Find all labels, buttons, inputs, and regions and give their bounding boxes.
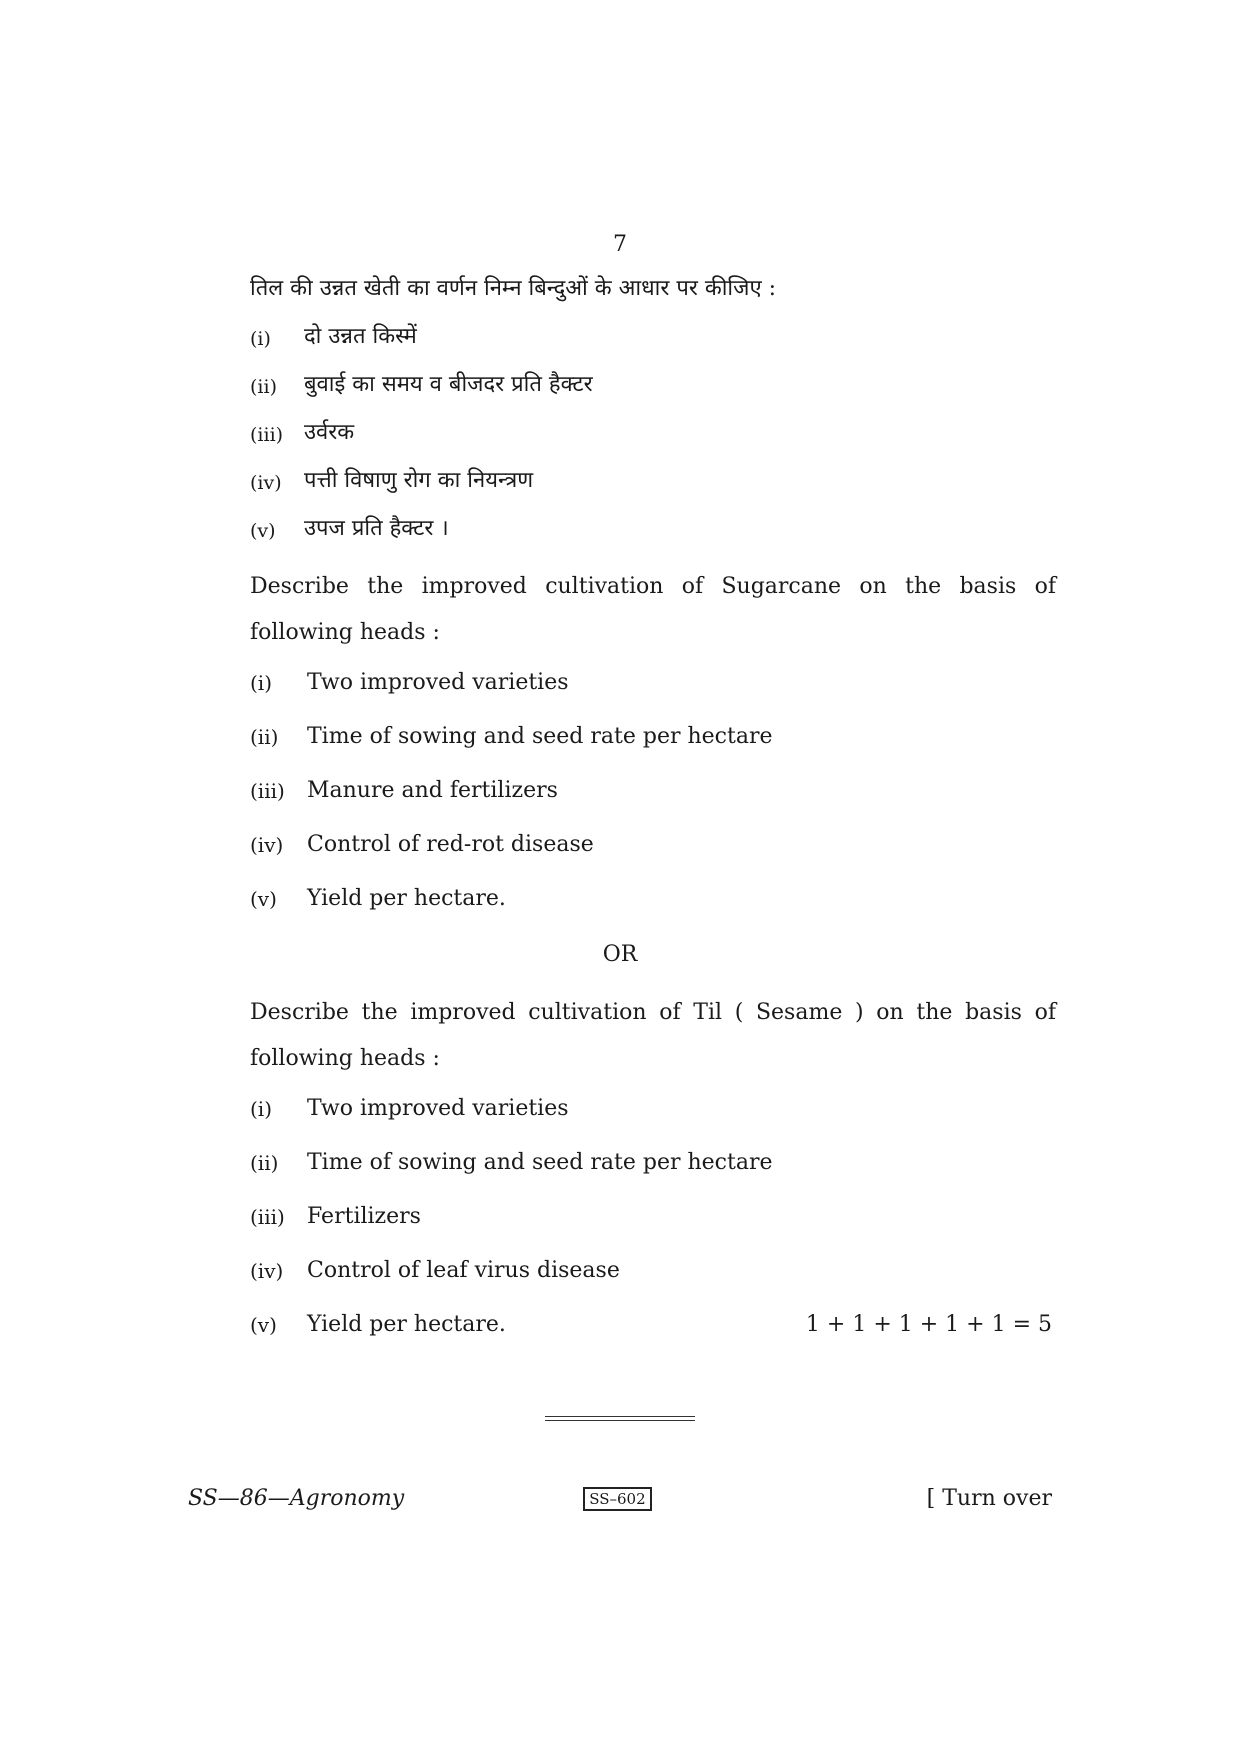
- item-number: (i): [250, 671, 273, 695]
- list-item: [250, 370, 1070, 418]
- item-number: (i): [250, 328, 271, 350]
- paper-code: SS—86—Agronomy: [188, 1486, 405, 1511]
- til-list: [250, 1094, 1056, 1364]
- end-rule: [545, 1416, 695, 1421]
- item-text: Control of leaf virus disease: [307, 1258, 620, 1283]
- item-text: Time of sowing and seed rate per hectare: [307, 1150, 773, 1175]
- item-text: Fertilizers: [307, 1204, 421, 1229]
- sugarcane-list: [250, 668, 1056, 938]
- item-number: (v): [250, 887, 277, 911]
- list-item: [250, 722, 1056, 776]
- list-item: [250, 1202, 1056, 1256]
- sugarcane-question-intro: Describe the improved cultivation of Sugarcane on the basis of following heads :: [250, 574, 1056, 645]
- item-text: Control of red-rot disease: [307, 832, 594, 857]
- item-number: (ii): [250, 376, 277, 398]
- item-text: दो उन्नत किस्में: [304, 324, 417, 349]
- or-separator: OR: [602, 942, 638, 967]
- til-question-intro: Describe the improved cultivation of Til ( Sesame ) on the basis of following heads :: [250, 1000, 1056, 1071]
- item-text: Yield per hectare.: [307, 1312, 506, 1337]
- list-item: [250, 668, 1056, 722]
- item-number: (i): [250, 1097, 273, 1121]
- list-item: [250, 1148, 1056, 1202]
- item-number: (v): [250, 520, 276, 542]
- hindi-question-intro: तिल की उन्नत खेती का वर्णन निम्न बिन्दुओं के आधार पर कीजिए :: [250, 276, 777, 301]
- booklet-code-box: SS–602: [583, 1487, 651, 1511]
- item-text: उर्वरक: [304, 420, 355, 445]
- item-number: (iii): [250, 1205, 285, 1229]
- list-item: [250, 830, 1056, 884]
- list-item: [250, 466, 1070, 514]
- list-item: [250, 1256, 1056, 1310]
- item-text: Two improved varieties: [307, 670, 569, 695]
- list-item: [250, 322, 1070, 370]
- item-text: पत्ती विषाणु रोग का नियन्त्रण: [304, 468, 534, 493]
- item-text: Yield per hectare.: [307, 886, 506, 911]
- item-number: (v): [250, 1313, 277, 1337]
- list-item: [250, 418, 1070, 466]
- item-number: (iv): [250, 833, 284, 857]
- list-item: [250, 776, 1056, 830]
- item-text: बुवाई का समय व बीजदर प्रति हैक्टर: [304, 372, 593, 397]
- footer: [188, 1486, 1052, 1511]
- item-text: Two improved varieties: [307, 1096, 569, 1121]
- list-item: [250, 1310, 1056, 1364]
- list-item: [250, 1094, 1056, 1148]
- marks-allocation: 1 + 1 + 1 + 1 + 1 = 5: [805, 1312, 1052, 1337]
- item-number: (iii): [250, 779, 285, 803]
- item-number: (iii): [250, 424, 284, 446]
- list-item: [250, 514, 1070, 562]
- item-text: Time of sowing and seed rate per hectare: [307, 724, 773, 749]
- item-number: (iv): [250, 1259, 284, 1283]
- page-number: 7: [613, 232, 627, 257]
- hindi-list: [250, 322, 1070, 562]
- list-item: [250, 884, 1056, 938]
- item-number: (ii): [250, 725, 279, 749]
- item-number: (iv): [250, 472, 282, 494]
- item-number: (ii): [250, 1151, 279, 1175]
- item-text: Manure and fertilizers: [307, 778, 558, 803]
- turn-over-label: [ Turn over: [926, 1486, 1052, 1511]
- item-text: उपज प्रति हैक्टर ।: [304, 516, 449, 541]
